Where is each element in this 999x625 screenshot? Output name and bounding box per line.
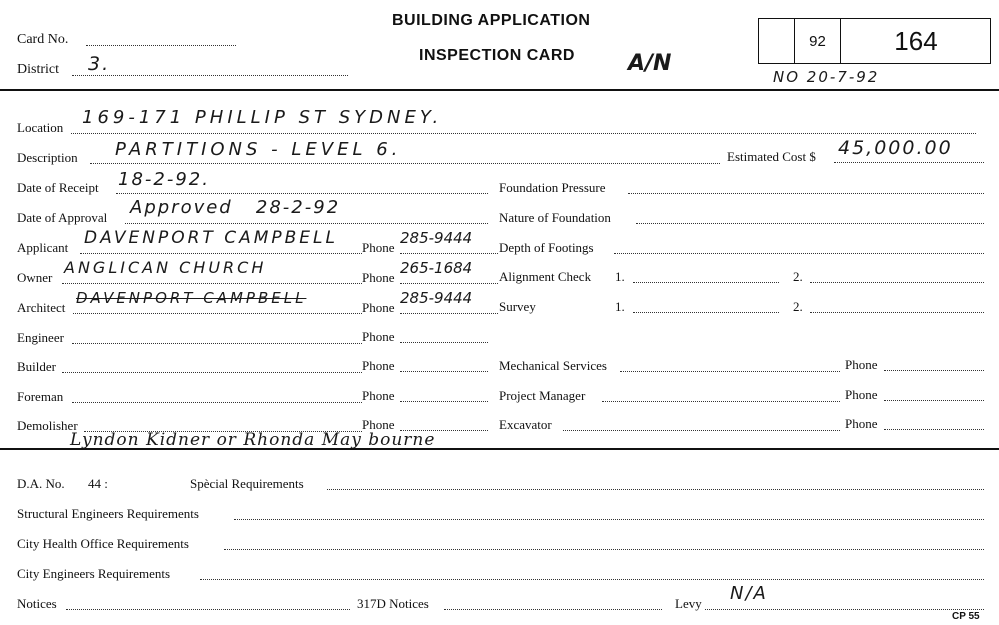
levy-value: N/A (730, 583, 768, 604)
project-manager-phone-label: Phone (845, 387, 878, 402)
applicant-value: DAVENPORT CAMPBELL (84, 228, 338, 248)
description-field[interactable] (90, 163, 720, 164)
city-engineers-requirements-field[interactable] (200, 579, 984, 580)
estimated-cost-label: Estimated Cost $ (727, 149, 816, 164)
date-of-receipt-label: Date of Receipt (17, 180, 99, 195)
notices-317d-field[interactable] (444, 609, 662, 610)
mechanical-services-label: Mechanical Services (499, 358, 607, 373)
notices-317d-label: 317D Notices (357, 596, 429, 611)
number-box-number: 164 (894, 25, 938, 56)
contact-note: Lyndon Kidner or Rhonda May bourne (70, 430, 436, 450)
location-value: 169-171 PHILLIP ST SYDNEY. (82, 107, 443, 128)
foreman-field[interactable] (72, 402, 362, 403)
estimated-cost-value: 45,000.00 (838, 137, 953, 159)
survey-num-2: 2. (793, 299, 803, 314)
excavator-phone-label: Phone (845, 416, 878, 431)
special-requirements-label: Spècial Requirements (190, 476, 304, 491)
district-label: District (17, 62, 59, 77)
owner-label: Owner (17, 270, 53, 285)
alignment-check-field-2[interactable] (810, 282, 984, 283)
foundation-pressure-label: Foundation Pressure (499, 180, 606, 195)
date-of-approval-field[interactable] (125, 223, 488, 224)
levy-label: Levy (675, 596, 702, 611)
excavator-phone-field[interactable] (884, 429, 984, 430)
engineer-phone-label: Phone (362, 329, 395, 344)
mechanical-services-phone-field[interactable] (884, 370, 984, 371)
applicant-label: Applicant (17, 240, 69, 255)
form-title-line1: BUILDING APPLICATION (392, 12, 591, 29)
demolisher-phone-label: Phone (362, 417, 395, 432)
survey-field-2[interactable] (810, 312, 984, 313)
form-code: CP 55 (952, 611, 980, 622)
applicant-phone-label: Phone (362, 240, 395, 255)
health-requirements-label: City Health Office Requirements (17, 536, 189, 551)
structural-requirements-label: Structural Engineers Requirements (17, 506, 199, 521)
description-label: Description (17, 150, 78, 165)
foreman-phone-field[interactable] (400, 401, 488, 402)
engineer-field[interactable] (72, 343, 362, 344)
excavator-field[interactable] (563, 430, 840, 431)
number-box-blank-cell (759, 19, 795, 63)
mechanical-services-field[interactable] (620, 371, 840, 372)
special-requirements-field[interactable] (327, 489, 984, 490)
owner-field[interactable] (62, 283, 362, 284)
location-field[interactable] (71, 133, 976, 134)
nature-of-foundation-label: Nature of Foundation (499, 210, 611, 225)
project-manager-phone-field[interactable] (884, 400, 984, 401)
nature-of-foundation-field[interactable] (636, 223, 984, 224)
header-divider (0, 89, 999, 91)
initials-signature: A/N (628, 51, 672, 76)
alignment-check-num-1: 1. (615, 269, 625, 284)
owner-value: ANGLICAN CHURCH (64, 258, 267, 277)
demolisher-label: Demolisher (17, 418, 78, 433)
builder-phone-field[interactable] (400, 371, 488, 372)
architect-phone-value: 285-9444 (400, 289, 473, 307)
date-of-approval-value: Approved 28-2-92 (130, 197, 341, 218)
requirements-divider (0, 448, 999, 450)
date-of-receipt-value: 18-2-92. (118, 169, 210, 190)
structural-requirements-field[interactable] (234, 519, 984, 520)
architect-label: Architect (17, 300, 66, 315)
city-engineers-requirements-label: City Engineers Requirements (17, 566, 171, 581)
mechanical-services-phone-label: Phone (845, 357, 878, 372)
applicant-field[interactable] (80, 253, 362, 254)
engineer-phone-field[interactable] (400, 342, 488, 343)
builder-phone-label: Phone (362, 358, 395, 373)
architect-phone-label: Phone (362, 300, 395, 315)
architect-phone-field[interactable] (400, 313, 498, 314)
form-title-line2: INSPECTION CARD (419, 47, 575, 64)
card-number-box (758, 18, 991, 64)
number-box-year: 92 (795, 19, 841, 63)
engineer-label: Engineer (17, 330, 64, 345)
notices-label: Notices (17, 596, 57, 611)
depth-of-footings-field[interactable] (614, 253, 984, 254)
date-note: NO 20-7-92 (773, 68, 880, 86)
builder-field[interactable] (62, 372, 362, 373)
owner-phone-field[interactable] (400, 283, 498, 284)
health-requirements-field[interactable] (224, 549, 984, 550)
foundation-pressure-field[interactable] (628, 193, 984, 194)
foreman-label: Foreman (17, 389, 64, 404)
estimated-cost-field[interactable] (834, 162, 984, 163)
location-label: Location (17, 120, 64, 135)
alignment-check-label: Alignment Check (499, 269, 592, 284)
owner-phone-value: 265-1684 (400, 259, 473, 277)
description-value: PARTITIONS - LEVEL 6. (115, 139, 402, 160)
district-field[interactable] (72, 75, 348, 76)
depth-of-footings-label: Depth of Footings (499, 240, 594, 255)
district-value: 3. (88, 53, 111, 75)
alignment-check-field-1[interactable] (633, 282, 779, 283)
applicant-phone-field[interactable] (400, 253, 498, 254)
alignment-check-num-2: 2. (793, 269, 803, 284)
foreman-phone-label: Phone (362, 388, 395, 403)
builder-label: Builder (17, 359, 56, 374)
survey-num-1: 1. (615, 299, 625, 314)
architect-value: DAVENPORT CAMPBELL (76, 289, 307, 307)
project-manager-field[interactable] (602, 401, 840, 402)
date-of-receipt-field[interactable] (116, 193, 488, 194)
date-of-approval-label: Date of Approval (17, 210, 108, 225)
owner-phone-label: Phone (362, 270, 395, 285)
architect-field[interactable] (73, 313, 362, 314)
project-manager-label: Project Manager (499, 388, 586, 403)
applicant-phone-value: 285-9444 (400, 229, 473, 247)
excavator-label: Excavator (499, 417, 552, 432)
survey-field-1[interactable] (633, 312, 779, 313)
levy-field[interactable] (705, 609, 984, 610)
survey-label: Survey (499, 299, 536, 314)
da-no-label: D.A. No. (17, 476, 65, 491)
card-no-label: Card No. (17, 32, 69, 47)
notices-field[interactable] (66, 609, 350, 610)
da-no-value: 44 : (88, 476, 108, 491)
card-no-field[interactable] (86, 45, 236, 46)
